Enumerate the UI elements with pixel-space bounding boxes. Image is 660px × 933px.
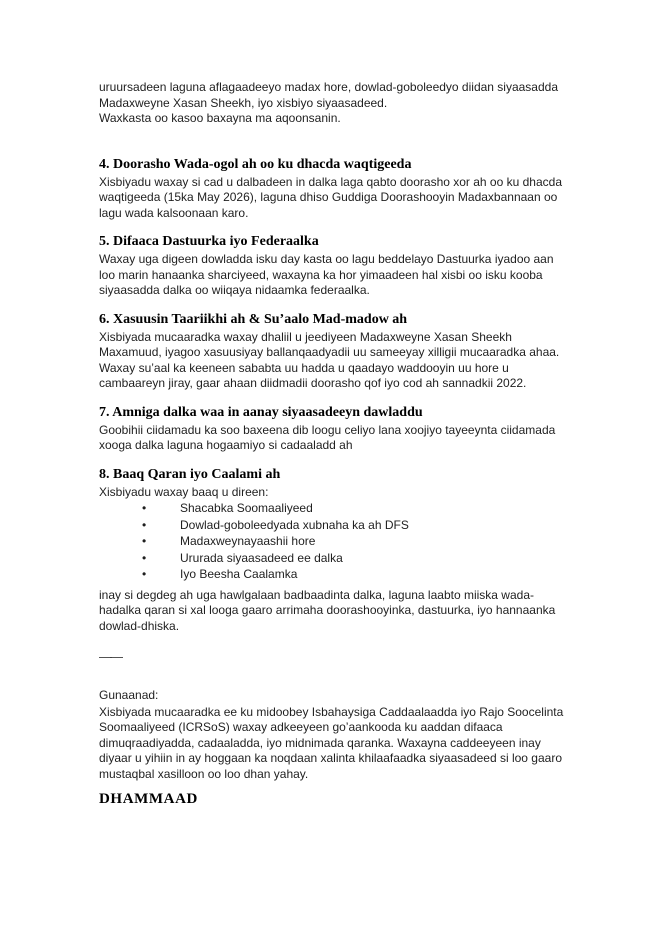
- list-item: [99, 500, 567, 517]
- section-7-heading: 7. Amniga dalka waa in aanay siyaasadeeyn dawladdu: [99, 404, 423, 420]
- bullet-icon: •: [142, 567, 147, 581]
- section-7-body: Goobihii ciidamadu ka soo baxeena dib loogu celiyo lana xoojiyo tayeeynta ciidamada xooga dalka laguna hogaamiyo si cadaaladd ah: [99, 422, 556, 452]
- intro-paragraph: uruursadeen laguna aflagaadeeyo madax hore, dowlad-goboleedyo diidan siyaasadda Madaxweyne Xasan Sheekh, iyo xisbiyo siyaasadeed.: [99, 80, 559, 110]
- intro-note: Waxkasta oo kasoo baxayna ma aqoonsanin.: [99, 111, 341, 125]
- list-item-text: Dowlad-goboleedyada xubnaha ka ah DFS: [180, 517, 409, 532]
- bullet-icon: •: [142, 534, 147, 548]
- bullet-icon: •: [142, 501, 147, 515]
- section-5-heading: 5. Difaaca Dastuurka iyo Federaalka: [99, 234, 319, 249]
- divider-dash: ——: [99, 649, 121, 664]
- conclusion-paragraph: Xisbiyada mucaaradka ee ku midoobey Isbahaysiga Caddaalaadda iyo Rajo Soocelinta Soomaaliyeed (ICRSoS) waxay adkeeyeen go’aankooda ku aaddan difaaca dimuqraadiyadda, cadaaladda, iyo midnimada qaranka. Waxayna caddeeyeen inay diyaar u yihiin in ay hoggaan ka noqdaan xalinta khilaafaadka siyaasadeed si loo gaaro mustaqbal xasilloon oo loo dhan yahay.: [99, 704, 564, 781]
- section-4-heading: 4. Doorasho Wada-ogol ah oo ku dhacda waqtigeeda: [99, 156, 412, 172]
- list-item-text: Shacabka Soomaaliyeed: [180, 501, 313, 515]
- list-item: [99, 533, 567, 550]
- list-item-text: Madaxweynayaashii hore: [180, 534, 316, 548]
- list-item-text: Ururada siyaasadeed ee dalka: [180, 550, 343, 565]
- section-8-body: Xisbiyadu waxay baaq u direen:: [99, 484, 269, 499]
- conclusion-label: Gunaanad:: [99, 688, 159, 702]
- after-bullets-paragraph: inay si degdeg ah uga hawlgalaan badbaadinta dalka, laguna laabto miiska wada-hadalka qaran si xal looga gaaro arrimaha doorashooyinka, dastuurka, iyo hannaanka dowlad-dhiska.: [99, 587, 556, 633]
- end-marker: DHAMMAAD: [99, 791, 198, 807]
- section-4-body: Xisbiyadu waxay si cad u dalbadeen in dalka laga qabto doorasho xor ah oo ku dhacda waqtigeeda (15ka May 2026), laguna dhiso Guddiga Doorashooyin Madaxbannaan oo lagu wada kalsoonaan karo.: [99, 174, 562, 220]
- list-item-text: Iyo Beesha Caalamka: [180, 567, 298, 581]
- section-6-body: Xisbiyada mucaaradka waxay dhaliil u jeediyeen Madaxweyne Xasan Sheekh Maxamuud, iyagoo xasuusiyay ballanqaadyadii uu sameeyay xilligii mucaaradka ahaa. Waxay su’aal ka keeneen sababta uu hadda u qaadayo waddooyin uu hore u cambaareyn jiray, gaar ahaan diidmadii doorasho qof iyo cod ah sannadkii 2022.: [99, 329, 560, 390]
- recipient-list: [99, 500, 567, 583]
- list-item: [99, 517, 567, 534]
- document-content: [99, 80, 567, 808]
- bullet-icon: •: [142, 550, 147, 565]
- section-6-heading: 6. Xasuusin Taariikhi ah & Su’aalo Mad-madow ah: [99, 311, 408, 327]
- section-5-body: Waxay uga digeen dowladda isku day kasta oo lagu beddelayo Dastuurka iyadoo aan loo marin hanaanka sharciyeed, waxayna ka hor yimaadeen hal xisbi oo isku kooba siyaasadda dalka oo wiiqaya nidaamka federaalka.: [99, 252, 554, 297]
- list-item: [99, 550, 567, 567]
- section-8-heading: 8. Baaq Qaran iyo Caalami ah: [99, 466, 281, 482]
- bullet-icon: •: [142, 517, 147, 532]
- list-item: [99, 566, 567, 583]
